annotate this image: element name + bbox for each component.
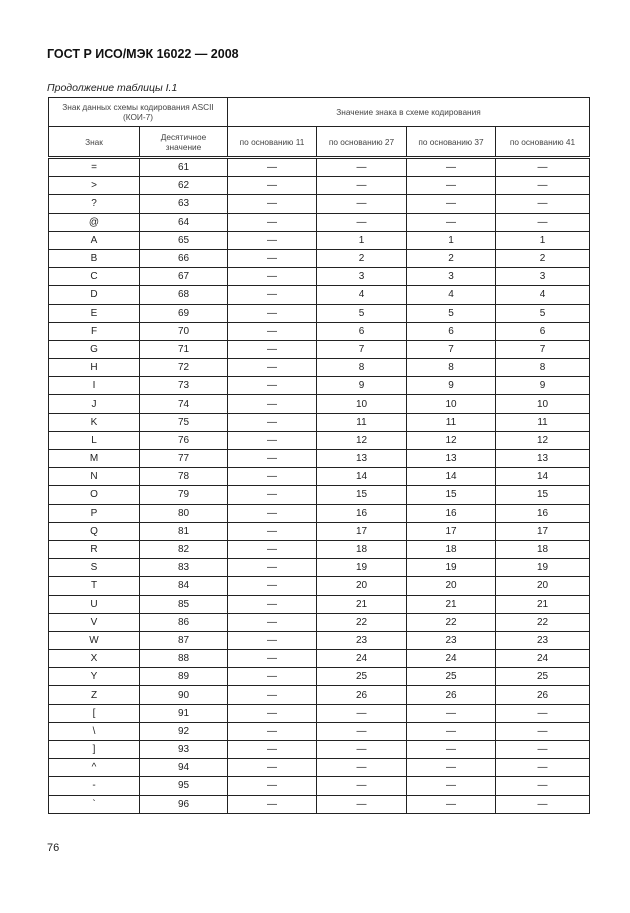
table-cell: > <box>49 177 140 195</box>
table-cell: 6 <box>496 322 590 340</box>
table-cell: — <box>228 795 317 813</box>
table-cell: 20 <box>407 577 496 595</box>
table-cell: — <box>228 668 317 686</box>
table-cell: 17 <box>496 522 590 540</box>
table-cell: — <box>317 177 407 195</box>
table-cell: 10 <box>317 395 407 413</box>
table-cell: 4 <box>407 286 496 304</box>
table-cell: — <box>228 158 317 177</box>
table-cell: 4 <box>317 286 407 304</box>
table-cell: @ <box>49 213 140 231</box>
table-row <box>49 504 590 522</box>
table-cell: 84 <box>140 577 228 595</box>
table-cell: ] <box>49 741 140 759</box>
table-cell: N <box>49 468 140 486</box>
table-cell: — <box>228 304 317 322</box>
table-row <box>49 431 590 449</box>
table-cell: — <box>317 158 407 177</box>
table-cell: — <box>228 559 317 577</box>
table-cell: — <box>228 504 317 522</box>
table-row <box>49 486 590 504</box>
table-cell: 85 <box>140 595 228 613</box>
table-cell: 13 <box>317 450 407 468</box>
table-cell: — <box>228 431 317 449</box>
table-cell: — <box>317 704 407 722</box>
table-cell: = <box>49 158 140 177</box>
table-cell: — <box>407 704 496 722</box>
column-header: по основанию 27 <box>317 127 407 158</box>
table-cell: 11 <box>407 413 496 431</box>
table-cell: 77 <box>140 450 228 468</box>
table-caption: Продолжение таблицы I.1 <box>47 82 178 94</box>
table-cell: — <box>228 577 317 595</box>
table-cell: U <box>49 595 140 613</box>
table-cell: 23 <box>496 631 590 649</box>
table-cell: 16 <box>317 504 407 522</box>
table-cell: - <box>49 777 140 795</box>
table-cell: 95 <box>140 777 228 795</box>
table-cell: 83 <box>140 559 228 577</box>
table-row <box>49 377 590 395</box>
table-cell: 62 <box>140 177 228 195</box>
table-cell: 15 <box>496 486 590 504</box>
table-row <box>49 559 590 577</box>
table-cell: — <box>228 340 317 358</box>
table-cell: 12 <box>496 431 590 449</box>
table-cell: — <box>496 741 590 759</box>
table-cell: — <box>228 359 317 377</box>
table-cell: — <box>496 759 590 777</box>
table-cell: D <box>49 286 140 304</box>
data-table <box>48 97 590 814</box>
table-cell: — <box>228 704 317 722</box>
table-cell: 65 <box>140 231 228 249</box>
table-row <box>49 213 590 231</box>
table-row <box>49 359 590 377</box>
table-cell: 21 <box>407 595 496 613</box>
table-cell: — <box>496 722 590 740</box>
table-cell: 7 <box>317 340 407 358</box>
table-cell: 26 <box>496 686 590 704</box>
table-cell: — <box>407 777 496 795</box>
table-cell: 25 <box>317 668 407 686</box>
table-row <box>49 395 590 413</box>
table-cell: 23 <box>317 631 407 649</box>
table-cell: W <box>49 631 140 649</box>
table-cell: 63 <box>140 195 228 213</box>
table-cell: X <box>49 650 140 668</box>
table-cell: 9 <box>317 377 407 395</box>
table-cell: 14 <box>317 468 407 486</box>
table-cell: F <box>49 322 140 340</box>
table-cell: — <box>228 413 317 431</box>
table-cell: — <box>228 468 317 486</box>
table-cell: 15 <box>407 486 496 504</box>
column-header: Знак <box>49 127 140 158</box>
table-cell: 3 <box>496 268 590 286</box>
table-cell: 68 <box>140 286 228 304</box>
table-row <box>49 268 590 286</box>
table-cell: 3 <box>317 268 407 286</box>
table-cell: 86 <box>140 613 228 631</box>
table-cell: K <box>49 413 140 431</box>
table-cell: 88 <box>140 650 228 668</box>
table-cell: — <box>228 377 317 395</box>
table-cell: 5 <box>496 304 590 322</box>
table-cell: 17 <box>407 522 496 540</box>
table-cell: B <box>49 249 140 267</box>
table-cell: 91 <box>140 704 228 722</box>
table-cell: — <box>407 213 496 231</box>
table-row <box>49 231 590 249</box>
table-cell: 70 <box>140 322 228 340</box>
table-cell: — <box>496 177 590 195</box>
table-cell: S <box>49 559 140 577</box>
table-row <box>49 177 590 195</box>
header-row-columns <box>49 127 590 158</box>
table-cell: 26 <box>317 686 407 704</box>
table-row <box>49 195 590 213</box>
table-cell: T <box>49 577 140 595</box>
table-cell: 1 <box>407 231 496 249</box>
table-row <box>49 668 590 686</box>
table-row <box>49 613 590 631</box>
table-cell: 22 <box>407 613 496 631</box>
table-cell: 6 <box>407 322 496 340</box>
table-cell: 90 <box>140 686 228 704</box>
table-cell: 73 <box>140 377 228 395</box>
column-header: Десятичное значение <box>140 127 228 158</box>
table-cell: 18 <box>407 540 496 558</box>
table-row <box>49 304 590 322</box>
table-cell: 11 <box>496 413 590 431</box>
table-cell: — <box>496 158 590 177</box>
table-cell: 24 <box>317 650 407 668</box>
table-cell: 5 <box>317 304 407 322</box>
table-cell: 2 <box>317 249 407 267</box>
table-cell: — <box>496 795 590 813</box>
table-cell: P <box>49 504 140 522</box>
table-cell: — <box>317 777 407 795</box>
table-cell: ^ <box>49 759 140 777</box>
table-cell: M <box>49 450 140 468</box>
table-cell: — <box>228 631 317 649</box>
table-cell: — <box>228 741 317 759</box>
table-cell: 16 <box>407 504 496 522</box>
table-row <box>49 759 590 777</box>
table-cell: 11 <box>317 413 407 431</box>
table-cell: — <box>496 195 590 213</box>
table-cell: 94 <box>140 759 228 777</box>
table-row <box>49 686 590 704</box>
column-header: по основанию 11 <box>228 127 317 158</box>
table-cell: — <box>228 759 317 777</box>
table-cell: 74 <box>140 395 228 413</box>
table-cell: 22 <box>317 613 407 631</box>
table-row <box>49 540 590 558</box>
table-cell: — <box>407 759 496 777</box>
table-cell: — <box>496 213 590 231</box>
table-row <box>49 741 590 759</box>
table-cell: 21 <box>496 595 590 613</box>
table-cell: ? <box>49 195 140 213</box>
table-cell: [ <box>49 704 140 722</box>
table-cell: E <box>49 304 140 322</box>
table-cell: — <box>228 268 317 286</box>
table-cell: L <box>49 431 140 449</box>
table-row <box>49 777 590 795</box>
table-cell: 87 <box>140 631 228 649</box>
table-cell: — <box>496 704 590 722</box>
table-cell: 1 <box>317 231 407 249</box>
table-row <box>49 722 590 740</box>
table-cell: 10 <box>496 395 590 413</box>
table-cell: — <box>317 795 407 813</box>
table-cell: O <box>49 486 140 504</box>
table-cell: 96 <box>140 795 228 813</box>
table-cell: 5 <box>407 304 496 322</box>
table-cell: 14 <box>407 468 496 486</box>
table-row <box>49 249 590 267</box>
table-cell: — <box>407 741 496 759</box>
table-cell: — <box>496 777 590 795</box>
table-cell: — <box>228 195 317 213</box>
table-cell: Y <box>49 668 140 686</box>
table-cell: 20 <box>496 577 590 595</box>
table-cell: 8 <box>407 359 496 377</box>
table-cell: 25 <box>496 668 590 686</box>
table-cell: 71 <box>140 340 228 358</box>
table-row <box>49 468 590 486</box>
table-cell: 12 <box>317 431 407 449</box>
table-cell: \ <box>49 722 140 740</box>
table-cell: 61 <box>140 158 228 177</box>
table-cell: 4 <box>496 286 590 304</box>
table-cell: — <box>228 777 317 795</box>
group-header-ascii: Знак данных схемы кодирования ASCII (КОИ-7) <box>49 98 228 127</box>
table-row <box>49 650 590 668</box>
table-cell: Q <box>49 522 140 540</box>
table-cell: 19 <box>407 559 496 577</box>
table-cell: 17 <box>317 522 407 540</box>
table-cell: 20 <box>317 577 407 595</box>
table-cell: 66 <box>140 249 228 267</box>
header-row-group <box>49 98 590 127</box>
table-cell: — <box>407 195 496 213</box>
table-cell: — <box>317 722 407 740</box>
table-row <box>49 158 590 177</box>
table-cell: A <box>49 231 140 249</box>
table-cell: 18 <box>317 540 407 558</box>
table-cell: 6 <box>317 322 407 340</box>
column-header: по основанию 41 <box>496 127 590 158</box>
table-cell: 19 <box>317 559 407 577</box>
table-cell: 19 <box>496 559 590 577</box>
table-row <box>49 450 590 468</box>
table-cell: — <box>407 795 496 813</box>
table-cell: — <box>228 486 317 504</box>
table-cell: 9 <box>407 377 496 395</box>
table-cell: 8 <box>496 359 590 377</box>
table-row <box>49 322 590 340</box>
table-cell: — <box>228 650 317 668</box>
table-cell: 18 <box>496 540 590 558</box>
table-row <box>49 577 590 595</box>
table-cell: 24 <box>496 650 590 668</box>
table-cell: 15 <box>317 486 407 504</box>
column-header: по основанию 37 <box>407 127 496 158</box>
table-row <box>49 631 590 649</box>
table-cell: 69 <box>140 304 228 322</box>
table-cell: 22 <box>496 613 590 631</box>
table-cell: 80 <box>140 504 228 522</box>
table-cell: — <box>317 213 407 231</box>
table-cell: — <box>228 213 317 231</box>
table-cell: — <box>228 522 317 540</box>
table-cell: 72 <box>140 359 228 377</box>
page-number: 76 <box>47 842 60 854</box>
table-cell: 75 <box>140 413 228 431</box>
table-cell: — <box>228 231 317 249</box>
table-cell: H <box>49 359 140 377</box>
table-cell: — <box>228 595 317 613</box>
table-cell: Z <box>49 686 140 704</box>
table-cell: 67 <box>140 268 228 286</box>
table-cell: I <box>49 377 140 395</box>
table-cell: — <box>228 722 317 740</box>
table-cell: 14 <box>496 468 590 486</box>
table-row <box>49 413 590 431</box>
table-cell: 16 <box>496 504 590 522</box>
table-cell: 2 <box>496 249 590 267</box>
table-cell: G <box>49 340 140 358</box>
table-row <box>49 522 590 540</box>
table-cell: 7 <box>496 340 590 358</box>
table-cell: 26 <box>407 686 496 704</box>
table-cell: 13 <box>407 450 496 468</box>
table-cell: ` <box>49 795 140 813</box>
document-title: ГОСТ Р ИСО/МЭК 16022 — 2008 <box>47 47 239 61</box>
table-cell: — <box>407 177 496 195</box>
table-cell: 89 <box>140 668 228 686</box>
table-cell: — <box>228 540 317 558</box>
table-cell: 25 <box>407 668 496 686</box>
table-cell: 21 <box>317 595 407 613</box>
table-row <box>49 795 590 813</box>
table-cell: — <box>407 722 496 740</box>
table-cell: — <box>317 741 407 759</box>
table-cell: 79 <box>140 486 228 504</box>
table-cell: — <box>317 759 407 777</box>
table-cell: — <box>228 249 317 267</box>
table-row <box>49 340 590 358</box>
group-header-values: Значение знака в схеме кодирования <box>228 98 590 127</box>
table-cell: 9 <box>496 377 590 395</box>
table-row <box>49 595 590 613</box>
table-cell: 81 <box>140 522 228 540</box>
table-cell: 23 <box>407 631 496 649</box>
table-cell: 8 <box>317 359 407 377</box>
table-cell: R <box>49 540 140 558</box>
table-cell: 3 <box>407 268 496 286</box>
table-cell: — <box>228 395 317 413</box>
table-cell: 78 <box>140 468 228 486</box>
table-cell: — <box>228 613 317 631</box>
table-cell: 2 <box>407 249 496 267</box>
table-cell: 64 <box>140 213 228 231</box>
table-cell: 1 <box>496 231 590 249</box>
table-cell: 82 <box>140 540 228 558</box>
table-cell: 24 <box>407 650 496 668</box>
table-cell: — <box>228 450 317 468</box>
table-cell: 92 <box>140 722 228 740</box>
table-cell: — <box>228 286 317 304</box>
table-cell: 12 <box>407 431 496 449</box>
table-cell: — <box>317 195 407 213</box>
table-cell: 76 <box>140 431 228 449</box>
table-cell: — <box>228 686 317 704</box>
table-row <box>49 704 590 722</box>
table-cell: 13 <box>496 450 590 468</box>
table-cell: — <box>228 322 317 340</box>
table-cell: — <box>228 177 317 195</box>
table-cell: C <box>49 268 140 286</box>
table-cell: 7 <box>407 340 496 358</box>
table-cell: J <box>49 395 140 413</box>
table-cell: 93 <box>140 741 228 759</box>
table-row <box>49 286 590 304</box>
table-cell: 10 <box>407 395 496 413</box>
table-cell: V <box>49 613 140 631</box>
table-cell: — <box>407 158 496 177</box>
